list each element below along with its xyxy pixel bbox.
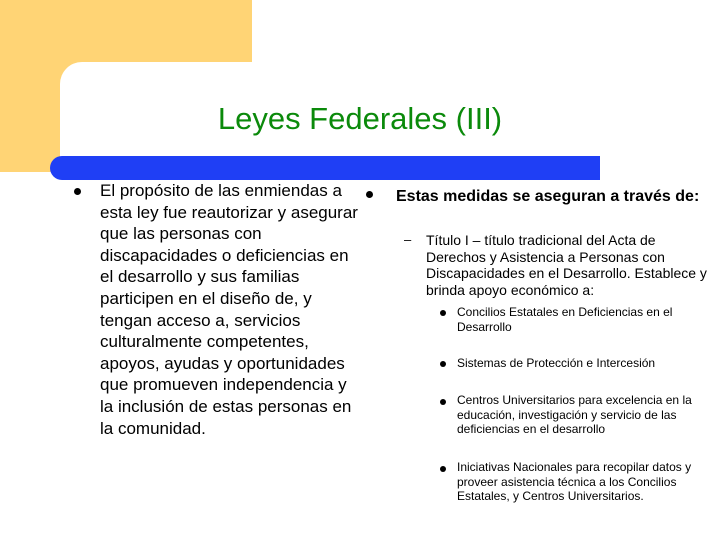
bullet-icon xyxy=(440,466,446,472)
slide-title: Leyes Federales (III) xyxy=(217,101,503,136)
list-item: Concilios Estatales en Deficiencias en el Desarrollo xyxy=(457,305,673,334)
list-item: Centros Universitarios para excelencia en la educación, investigación y servicio de las deficiencias en el desarrollo xyxy=(457,393,692,436)
bullet-icon xyxy=(440,361,446,367)
right-bullet-text: Estas medidas se aseguran a través de: xyxy=(396,188,700,205)
title-underline-bar xyxy=(50,156,600,180)
list-item: Iniciativas Nacionales para recopilar datos y proveer asistencia técnica a los Concilios Estatales, y Centros Universitarios. xyxy=(457,460,692,503)
bullet-icon xyxy=(74,188,81,195)
bullet-icon xyxy=(440,399,446,405)
sub-item-text: Título I – título tradicional del Acta de Derechos y Asistencia a Personas con Discapacidades en el Desarrollo. Establece y brinda apoyo económico a: xyxy=(426,232,707,298)
bullet-icon xyxy=(440,310,446,316)
dash-icon: – xyxy=(404,232,412,247)
bullet-icon xyxy=(366,191,373,198)
list-item: Sistemas de Protección e Intercesión xyxy=(457,356,656,370)
left-bullet-text: El propósito de las enmiendas a esta ley fue reautorizar y asegurar que las personas con discapacidades o deficiencias en el desarrollo y sus familias participen en el diseño de, y tengan acceso a, servicios culturalmente competentes, apoyos, ayudas y oportunidades que promueven independencia y la inclusión de estas personas en la comunidad. xyxy=(100,181,358,438)
